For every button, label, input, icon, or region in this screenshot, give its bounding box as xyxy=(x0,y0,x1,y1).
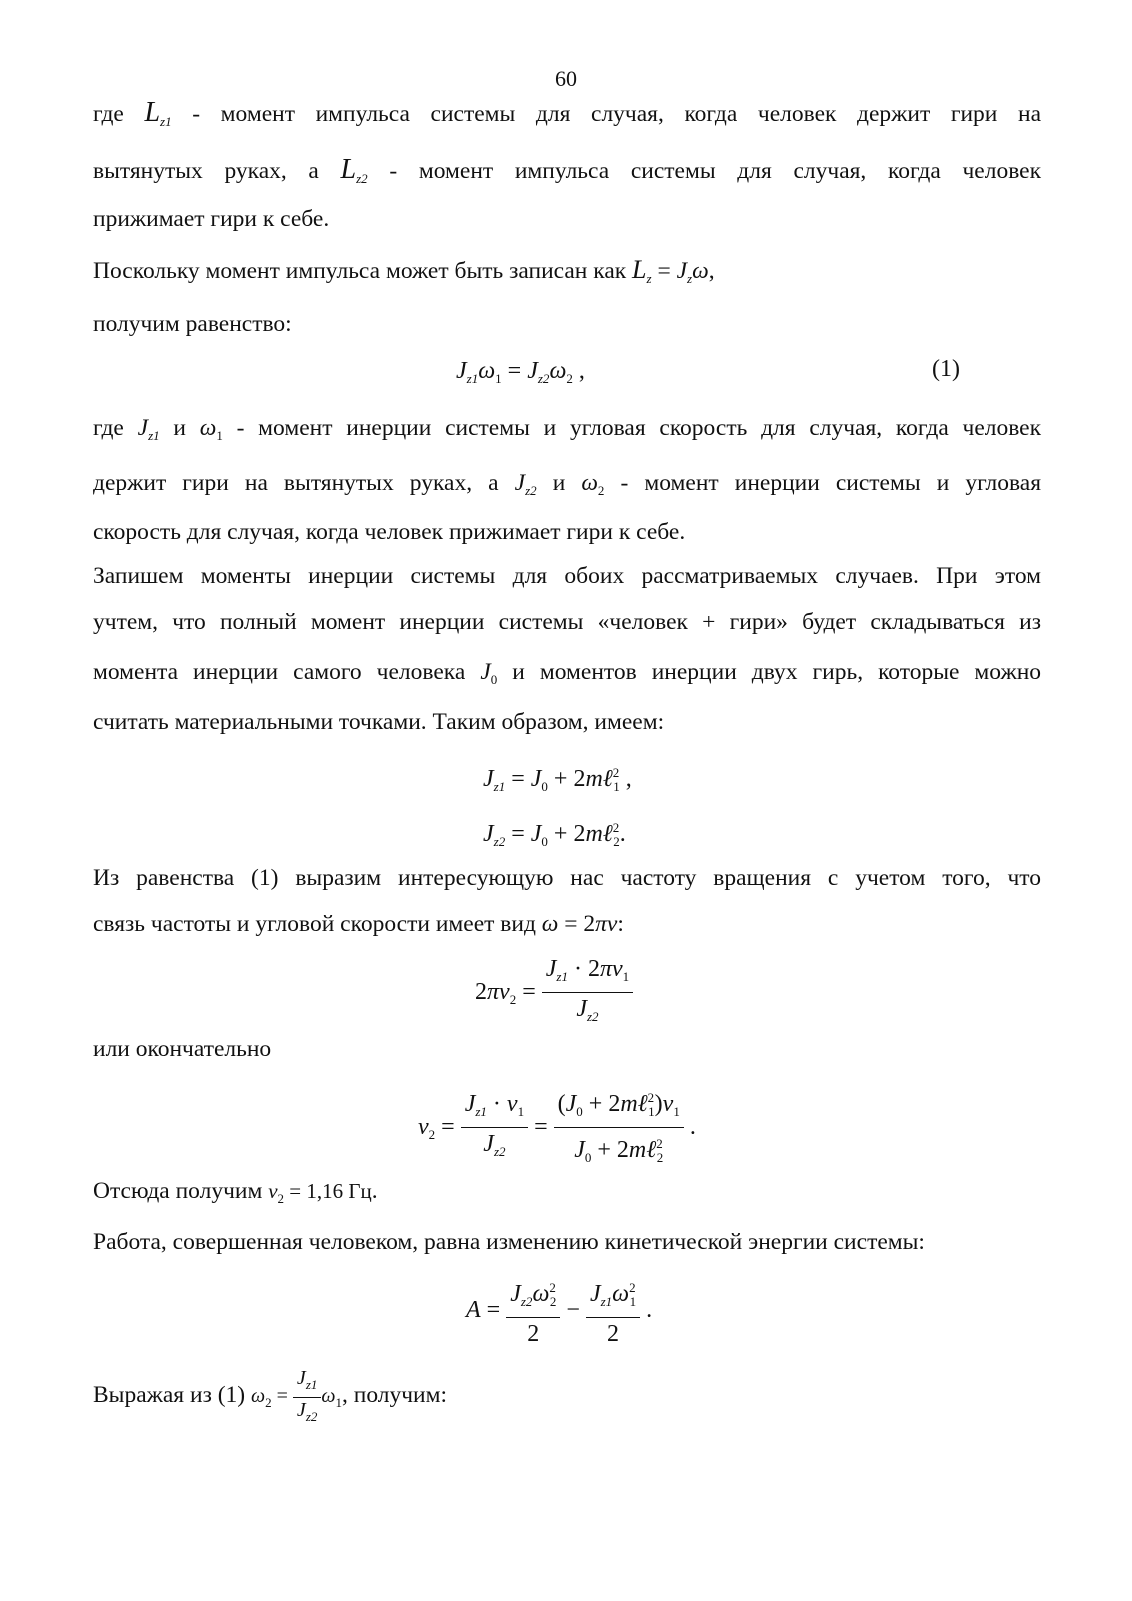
result-unit: Гц xyxy=(348,1179,372,1203)
equation-freq: $2\pi\nu_2$ = $\frac{J_{z1} \cdot 2\pi\nu_1}{J_{z2}}$ xyxy=(475,954,633,1033)
equation-jz1: $J_{z1} = J_0$ + 2mℓ$^2_1$ , xyxy=(483,765,632,794)
paragraph-line: получим равенство: xyxy=(93,311,292,337)
equation-work: A = $\frac{J_{z2}\omega^2_2}{2}$ − $\frac{J_{z1}\omega^2_1}{2}$ . xyxy=(466,1273,652,1350)
paragraph-line: где $L_{z1}$ - момент импульса системы для случая, когда человек держит гири на xyxy=(93,97,1041,129)
formula-inline: $L_z = J_z\omega$, xyxy=(632,255,715,286)
paragraph-line: учтем, что полный момент инерции системы «человек + гири» будет складываться из xyxy=(93,609,1041,635)
paragraph-line: Работа, совершенная человеком, равна изменению кинетической энергии системы: xyxy=(93,1229,925,1255)
paragraph-line: вытянутых руках, а $L_{z2}$ - момент импульса системы для случая, когда человек xyxy=(93,154,1042,186)
paragraph-line: Выражая из (1) $\omega_2$ = $\frac{J_{z1}}{J_{z2}}$ $\omega_1$, получим: xyxy=(93,1367,448,1424)
paragraph-line: Отсюда получим $\nu_2 = 1,16$ Гц. xyxy=(93,1178,378,1206)
equation-nu2: $\nu_2$ = $\frac{J_{z1} \cdot \nu_1}{J_{z2}}$ = $\frac{(J_0 + 2m\ell^2_1)\nu_1}{J_0 + 2m\ell^2_2}$ . xyxy=(418,1083,696,1174)
equation-jz2: $J_{z2} = J_0$ + 2mℓ$^2_2$. xyxy=(483,820,626,849)
result-value: 1,16 xyxy=(306,1179,344,1203)
paragraph-line: держит гири на вытянутых руках, а $J_{z2}$ и $\omega_2$ - момент инерции системы и угловая xyxy=(93,470,1042,498)
paragraph-line: Поскольку момент импульса может быть записан как $L_z = J_z\omega$, xyxy=(93,255,715,286)
paragraph-line: считать материальными точками. Таким образом, имеем: xyxy=(93,709,665,735)
page-number: 60 xyxy=(555,66,577,91)
paragraph-line: или окончательно xyxy=(93,1036,272,1062)
paragraph-line: связь частоты и угловой скорости имеет вид ω = 2πν: xyxy=(93,911,624,937)
paragraph-line: прижимает гири к себе. xyxy=(93,206,330,232)
paragraph-line: скорость для случая, когда человек прижимает гири к себе. xyxy=(93,519,686,545)
equation-number: (1) xyxy=(932,356,960,382)
equation-1: $J_{z1}\omega_1 = J_{z2}\omega_2$ , xyxy=(456,358,585,386)
paragraph-line: Из равенства (1) выразим интересующую нас частоту вращения с учетом того, что xyxy=(93,865,1041,891)
paragraph-line: где $J_{z1}$ и $\omega_1$ - момент инерции системы и угловая скорость для случая, когда человек xyxy=(93,415,1042,443)
paragraph-line: Запишем моменты инерции системы для обоих рассматриваемых случаев. При этом xyxy=(93,563,1041,589)
paragraph-line: момента инерции самого человека $J_0$ и моментов инерции двух гирь, которые можно xyxy=(93,659,1042,687)
